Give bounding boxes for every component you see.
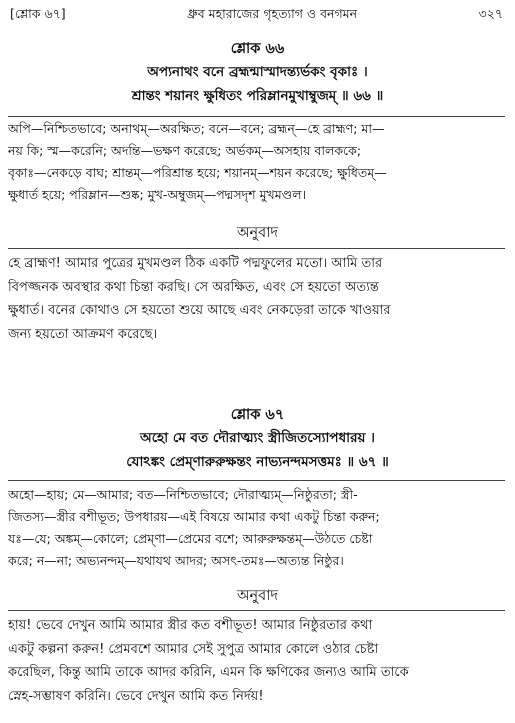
verse-66-synonyms <box>8 118 505 206</box>
verse-66-line-1: অপ্যনাথং বনে ব্রহ্মন্মাস্মাদন্ত্যর্ভকং বৃকাঃ । <box>147 64 368 80</box>
divider <box>8 480 505 481</box>
synonym-line: জিতস্য—স্ত্রীর বশীভূত; উপধারয়—এই বিষয়ে আমার কথা একটু চিন্তা করুন; <box>8 509 380 524</box>
translation-line: হে ব্রাহ্মণ! আমার পুত্রের মুখমণ্ডল ঠিক একটি পদ্মফুলের মতো। আমি তার <box>8 256 383 271</box>
translation-line: স্নেহ-সম্ভাষণ করিনি। ভেবে দেখুন আমি কত নির্দয়! <box>8 688 264 704</box>
verse-67-label: শ্লোক ৬৭ <box>230 407 285 423</box>
translation-line: ক্ষুধার্ত। বনের কোথাও সে হয়তো শুয়ে আছে এবং নেকড়েরা তাকে খাওয়ার <box>8 303 391 318</box>
verse-67-synonyms <box>8 484 505 572</box>
verse-67-line-1: অহো মে বত দৌরাত্ম্যং স্ত্রীজিতস্যোপধারয় । <box>140 430 375 446</box>
verse-66-translation-heading: অনুবাদ <box>236 225 279 241</box>
translation-line: বিপজ্জনক অবস্থার কথা চিন্তা করছি। সে অরক্ষিত, এবং সে হয়তো অত্যন্ত <box>8 279 379 295</box>
synonym-line: ক্ষুধার্ত হয়ে; পরিম্লান—শুষ্ক; মুখ-অম্বুজম্—পদ্মসদৃশ মুখমণ্ডল। <box>8 187 307 202</box>
verse-66-sanskrit <box>0 60 515 108</box>
divider <box>8 610 505 611</box>
synonym-line: বৃকাঃ—নেকড়ে বাঘ; শ্রান্তম্—পরিশ্রান্ত হয়ে; শয়ানম্—শয়ন করেছে; ক্ষুধিতম্— <box>8 165 387 180</box>
synonym-line: নয় কি; স্ম—করেনি; অদন্তি—ভক্ষণ করেছে; অর্ভকম্—অসহায় বালককে; <box>8 143 362 158</box>
verse-67-sanskrit <box>0 426 515 474</box>
synonym-line: অপি—নিশ্চিতভাবে; অনাথম্—অরক্ষিত; বনে—বনে; ব্রহ্মন্—হে ব্রাহ্মণ; মা— <box>8 121 385 136</box>
synonym-line: অহো—হায়; মে—আমার; বত—নিশ্চিতভাবে; দৌরাত্ম্যম্—নিষ্ঠুরতা; স্ত্রী- <box>8 487 358 502</box>
synonym-line: করে; ন—না; অভ্যনন্দম্—যথাযথ আদর; অসৎ-তমঃ—অত্যন্ত নিষ্ঠুর। <box>8 553 344 568</box>
translation-line: জন্য হয়তো আক্রমণ করেছে। <box>8 326 158 342</box>
verse-67-translation <box>8 614 505 708</box>
synonym-line: যঃ—যে; অঙ্কম্—কোলে; প্রেম্ণা—প্রেমের বশে; আরুরুক্ষন্তম্—উঠতে চেষ্টা <box>8 531 373 546</box>
divider <box>8 116 505 117</box>
translation-line: একটু কল্পনা করুন! প্রেমবশে আমার সেই সুপুত্র আমার কোলে ওঠার চেষ্টা <box>8 641 379 657</box>
translation-line: হায়! ভেবে দেখুন আমি আমার স্ত্রীর কত বশীভূত! আমার নিষ্ঠুরতার কথা <box>8 618 373 633</box>
verse-66-line-2: শ্রান্তং শয়ানং ক্ষুধিতং পরিম্লানমুখাম্বুজম্ ॥ ৬৬ ॥ <box>131 88 384 104</box>
verse-67-line-2: যোঽঙ্কং প্রেম্ণারুরুক্ষন্তং নাভ্যনন্দমসত্তমঃ ॥ ৬৭ ॥ <box>126 454 389 470</box>
verse-66-translation <box>8 252 505 346</box>
header-verse-ref: [শ্লোক ৬৭] <box>10 6 66 21</box>
running-header <box>10 5 503 27</box>
header-chapter-title: ধ্রুব মহারাজের গৃহত্যাগ ও বনগমন <box>187 6 358 21</box>
verse-67-translation-heading: অনুবাদ <box>236 588 279 604</box>
divider <box>8 248 505 249</box>
verse-66-label: শ্লোক ৬৬ <box>230 41 285 57</box>
page-number: ৩২৭ <box>478 6 503 21</box>
translation-line: করেছিল, কিন্তু আমি তাকে আদর করিনি, এমন কি ক্ষণিকের জন্যও আমি তাকে <box>8 665 409 680</box>
